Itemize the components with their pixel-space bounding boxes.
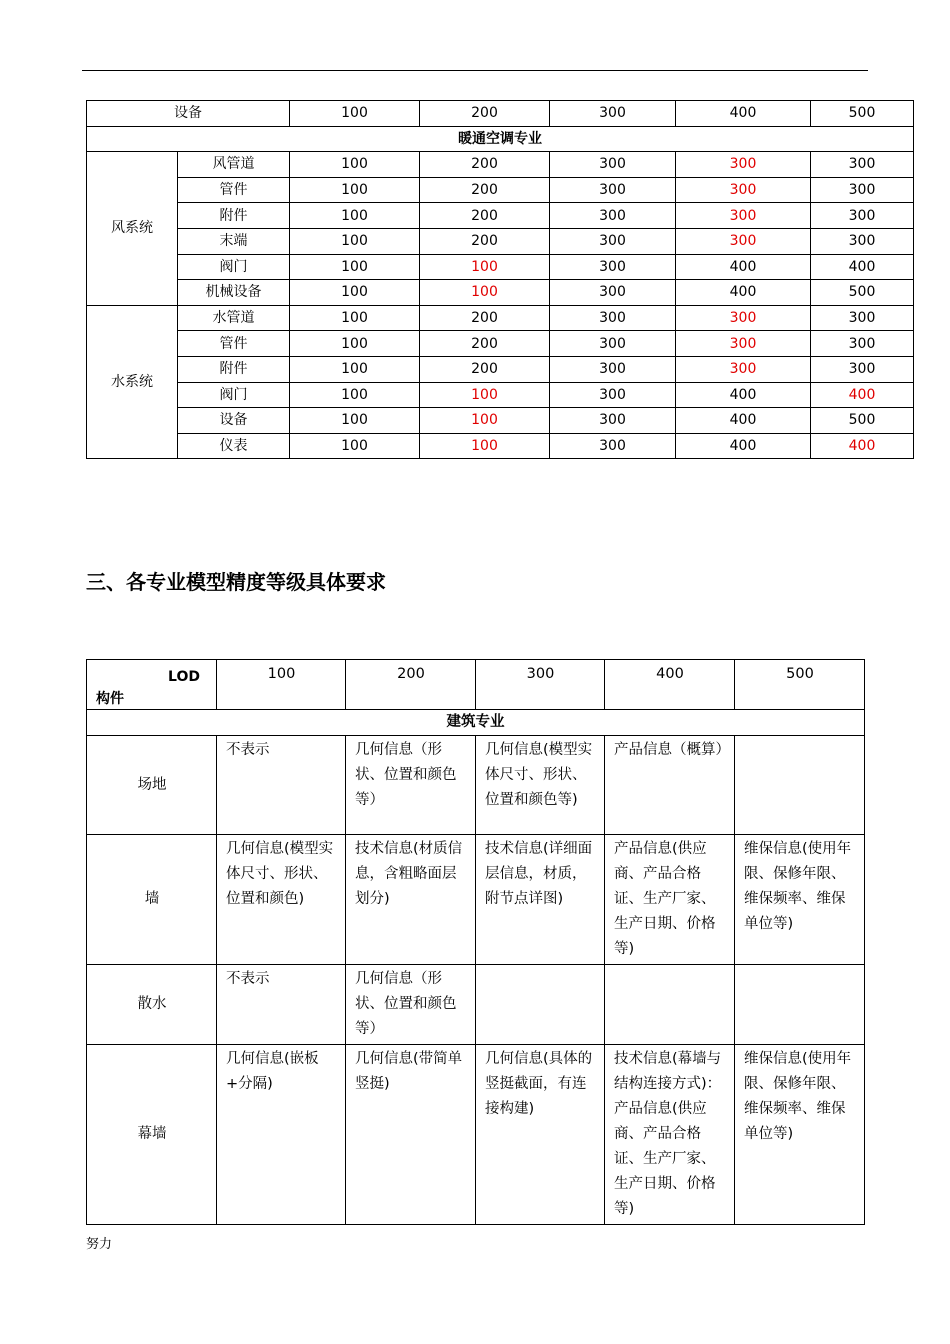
- table-cell: 400: [811, 254, 914, 280]
- row-label: 机械设备: [178, 280, 290, 306]
- table-cell: 300: [811, 331, 914, 357]
- section-row: [87, 126, 914, 152]
- lod-column-header: 400: [605, 660, 735, 710]
- section-header: 建筑专业: [87, 710, 865, 736]
- table-cell: 100: [290, 228, 420, 254]
- table-cell: 300: [550, 433, 676, 459]
- section-title: 三、各专业模型精度等级具体要求: [86, 570, 386, 594]
- table-row: [87, 280, 914, 306]
- lod-corner-cell: [87, 660, 217, 710]
- table-row: [87, 433, 914, 459]
- table-cell: 300: [550, 305, 676, 331]
- table-row: [87, 305, 914, 331]
- table-cell: 500: [811, 280, 914, 306]
- table-cell: 100: [290, 177, 420, 203]
- table-cell: 几何信息(带简单竖挺): [346, 1045, 476, 1225]
- lod-column-header: 100: [217, 660, 346, 710]
- table-cell: 技术信息(材质信息，含粗略面层划分): [346, 835, 476, 965]
- table-cell: 100: [420, 433, 550, 459]
- table-cell: 100: [290, 280, 420, 306]
- table-cell: 300: [676, 228, 811, 254]
- table-row: [87, 203, 914, 229]
- table-cell: 400: [676, 280, 811, 306]
- table-row: [87, 177, 914, 203]
- architecture-lod-table: [86, 659, 865, 1225]
- table-cell: 400: [676, 433, 811, 459]
- table-cell: 200: [420, 177, 550, 203]
- table-cell: 300: [550, 331, 676, 357]
- table-cell: 300: [676, 152, 811, 178]
- lod-column-header: 300: [476, 660, 605, 710]
- row-label: 水管道: [178, 305, 290, 331]
- table-cell: 300: [550, 280, 676, 306]
- table-cell: 300: [676, 177, 811, 203]
- table-cell: 100: [290, 356, 420, 382]
- table-cell: 产品信息(供应商、产品合格证、生产厂家、生产日期、价格等): [605, 835, 735, 965]
- table-row: [87, 835, 865, 965]
- table-cell: 几何信息(模型实体尺寸、形状、位置和颜色): [217, 835, 346, 965]
- row-label: 末端: [178, 228, 290, 254]
- system-group-label: 风系统: [87, 152, 178, 306]
- row-label: 管件: [178, 331, 290, 357]
- table-row: [87, 965, 865, 1045]
- footer-text: 努力: [86, 1237, 113, 1252]
- table-cell: 400: [811, 382, 914, 408]
- table-cell: 300: [811, 356, 914, 382]
- table-cell: 200: [420, 228, 550, 254]
- section-header: 暖通空调专业: [87, 126, 914, 152]
- table-row: [87, 1045, 865, 1225]
- table-cell: 300: [811, 305, 914, 331]
- table-cell: 300: [550, 228, 676, 254]
- table-cell: 400: [676, 254, 811, 280]
- table-cell: 500: [811, 101, 914, 127]
- table-cell: 技术信息(详细面层信息，材质，附节点详图): [476, 835, 605, 965]
- table-cell: 500: [811, 408, 914, 434]
- table-cell: [605, 965, 735, 1045]
- table-cell: 300: [811, 177, 914, 203]
- lod-label: LOD: [168, 669, 200, 685]
- table-row: [87, 736, 865, 835]
- system-group-label: 水系统: [87, 305, 178, 459]
- row-label: 附件: [178, 356, 290, 382]
- table-cell: 200: [420, 356, 550, 382]
- table-row: [87, 101, 914, 127]
- lod-column-header: 200: [346, 660, 476, 710]
- table-cell: 400: [676, 101, 811, 127]
- table-row: [87, 331, 914, 357]
- component-name: 幕墙: [87, 1045, 217, 1225]
- table-cell: 几何信息（形状、位置和颜色等）: [346, 965, 476, 1045]
- table-row: [87, 382, 914, 408]
- table-cell: 300: [676, 356, 811, 382]
- table-cell: 100: [290, 408, 420, 434]
- component-name: 墙: [87, 835, 217, 965]
- table-cell: 技术信息(幕墙与结构连接方式)：产品信息(供应商、产品合格证、生产厂家、生产日期、价格等): [605, 1045, 735, 1225]
- table-cell: 100: [420, 254, 550, 280]
- component-label: 构件: [96, 691, 124, 707]
- table-cell: 300: [550, 203, 676, 229]
- table-cell: 300: [550, 382, 676, 408]
- table-cell: 300: [550, 356, 676, 382]
- row-label: 仪表: [178, 433, 290, 459]
- table-cell: 几何信息(具体的竖挺截面，有连接构建): [476, 1045, 605, 1225]
- lod-header-row: [87, 660, 865, 710]
- table-cell: 100: [290, 305, 420, 331]
- hvac-lod-table: [86, 100, 914, 459]
- lod-column-header: 500: [735, 660, 865, 710]
- table-cell: 200: [420, 101, 550, 127]
- row-label: 设备: [178, 408, 290, 434]
- table-cell: 300: [811, 203, 914, 229]
- row-label: 管件: [178, 177, 290, 203]
- table-cell: 300: [676, 203, 811, 229]
- row-label: 附件: [178, 203, 290, 229]
- table-cell: 几何信息（形状、位置和颜色等）: [346, 736, 476, 835]
- table-cell: 100: [420, 280, 550, 306]
- table-cell: 300: [811, 152, 914, 178]
- table-cell: 100: [290, 382, 420, 408]
- table-cell: 100: [290, 203, 420, 229]
- table-cell: 几何信息(模型实体尺寸、形状、位置和颜色等): [476, 736, 605, 835]
- table-cell: 300: [550, 408, 676, 434]
- table-cell: 100: [290, 152, 420, 178]
- table-cell: 300: [550, 101, 676, 127]
- row-label: 设备: [87, 101, 290, 127]
- table-cell: [735, 736, 865, 835]
- table-cell: 100: [290, 433, 420, 459]
- table-cell: 100: [420, 408, 550, 434]
- table-cell: 300: [550, 152, 676, 178]
- table-cell: 300: [550, 254, 676, 280]
- component-name: 散水: [87, 965, 217, 1045]
- row-label: 风管道: [178, 152, 290, 178]
- table-cell: 400: [811, 433, 914, 459]
- table-cell: 200: [420, 203, 550, 229]
- table-cell: 300: [811, 228, 914, 254]
- table-cell: 300: [676, 331, 811, 357]
- table-cell: 200: [420, 152, 550, 178]
- table-cell: 200: [420, 305, 550, 331]
- table-cell: [735, 965, 865, 1045]
- table-row: [87, 356, 914, 382]
- row-label: 阀门: [178, 254, 290, 280]
- table-cell: 400: [676, 408, 811, 434]
- table-cell: 300: [550, 177, 676, 203]
- table-cell: 100: [290, 101, 420, 127]
- table-row: [87, 152, 914, 178]
- table-row: [87, 408, 914, 434]
- table-cell: 400: [676, 382, 811, 408]
- table-cell: 维保信息(使用年限、保修年限、维保频率、维保单位等): [735, 835, 865, 965]
- table-row: [87, 228, 914, 254]
- table-cell: 不表示: [217, 965, 346, 1045]
- table-cell: [476, 965, 605, 1045]
- table-row: [87, 254, 914, 280]
- table-cell: 产品信息（概算）: [605, 736, 735, 835]
- table-cell: 200: [420, 331, 550, 357]
- table-cell: 维保信息(使用年限、保修年限、维保频率、维保单位等): [735, 1045, 865, 1225]
- row-label: 阀门: [178, 382, 290, 408]
- table-cell: 300: [676, 305, 811, 331]
- component-name: 场地: [87, 736, 217, 835]
- table-cell: 不表示: [217, 736, 346, 835]
- table-cell: 100: [290, 331, 420, 357]
- table-cell: 100: [420, 382, 550, 408]
- header-rule: [82, 70, 868, 71]
- table-cell: 几何信息(嵌板+分隔): [217, 1045, 346, 1225]
- table-cell: 100: [290, 254, 420, 280]
